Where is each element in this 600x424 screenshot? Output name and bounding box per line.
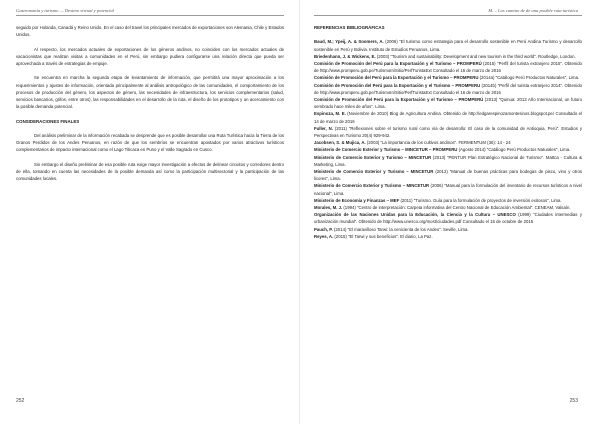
reference-text: (2006) "El turismo como estrategia para el desarrollo sostenible en Perú Andina Turismo y desarrollo sostenible en Perú y Bolivia. Instituto de Estudios Peruanos, Lima. [314,39,582,52]
reference-entry [314,96,582,110]
reference-entry [314,74,582,81]
reference-entry [314,125,582,139]
reference-entry [314,226,582,233]
reference-entry [314,211,582,225]
reference-entry [314,146,582,153]
left-header-rule [16,15,284,16]
reference-author: Pauch, P. [314,226,333,232]
right-page-number: 253 [569,398,578,404]
reference-author: Briedenhann, J. & Wickens, E. [314,53,376,59]
reference-entry [314,154,582,168]
paragraph: Sin embargo el diseño preliminar de esa posible ruta exige mayor investigación a efectos de delinear circuitos y corredores dentro de ella, tomando en cuenta las necesidades de la posible demanda así como la participación multisectorial y la participación de las comunidades locales. [16,161,284,182]
left-running-header: Gastronomía y turismo — Destino virtual y potencial [16,8,114,13]
reference-text: (1999) "Ciudades intermedias y urbanización mundial". Obtenido de http://www.unesco.org/most/ciudades.pdf Consultado el 15 de octubre de 2015 [314,212,582,225]
reference-author: Organización de las Naciones Unidas para la Educación, la Ciencia y la Cultura – UNESCO [314,212,516,218]
reference-text: (2014a) "Catálogo Perú Productos Naturales", Lima. [478,75,580,81]
reference-entry [314,38,582,52]
reference-author: Ministerio de Economía y Finanzas – MEF [314,197,400,203]
right-page [300,0,600,424]
reference-author: Ministerio de Comercio Exterior y Turismo – MINCETUR [314,154,432,160]
reference-text: (2013) "Quinua: 2013 Año Internacional, un futuro sembrado hace miles de años". Lima. [314,97,582,110]
reference-text: (2011) "Reflexiones sobre el turismo rural como vía de desarrollo: El caso de la comunidad de Antioquia, Perú". Estudios y Perspectivas en Turismo 20(4) 929-942. [314,125,582,139]
reference-author: Comisión de Promoción del Perú para la Exportación y el Turismo – PROMPERÚ [314,61,482,66]
reference-text: (2003) "Tourism and sustainability: Development and new tourism in the third world". Routledge, London. [375,53,576,59]
right-running-header: M. – Los camino de de una posible ruta turística [488,8,578,13]
reference-text: (2015) "El Tarwi y sus beneficios". El diario, La Paz. [333,233,433,239]
reference-author: Baud, M.; Ypeij, A. & Soomers, A. [314,39,384,45]
reference-text: (Noviembre de 2010) Blog de Agricultura Andina. Obtenido de http://edgarespinozamontesinos.blogspot.pe/ Consultado el 14 de marzo de 2016 [314,111,583,124]
reference-list [314,38,582,240]
right-header-rule [314,15,582,16]
reference-entry [314,197,582,204]
reference-entry [314,168,582,182]
reference-text: (2013) "PENTUR Plan Estratégico Nacional de Turismo". Mattca - Cultura & Marketing, Lima. [314,154,582,167]
reference-entry [314,139,582,146]
reference-author: Jacobsen, S. & Mujica, A. [314,140,366,146]
reference-author: Comisión de Promoción del Perú para la Exportación y el Turismo – PROMPERU [314,75,479,81]
reference-entry [314,204,582,211]
right-body [314,24,582,240]
reference-entry [314,53,582,60]
reference-entry [314,60,582,74]
reference-author: Ministerio de Comercio Exterior y Turismo – MINCETUR – PROMPERU [314,147,458,153]
left-body [16,24,284,190]
references-heading: REFERENCIAS BIBLIOGRÁFICAS [314,25,385,30]
reference-author: Comisión de Promoción del Perú para la Exportación y el Turismo – PROMPERÚ [314,97,484,103]
reference-entry [314,233,582,240]
reference-author: Ministerio de Comercio Exterior y Turismo – MINCETUR [314,169,434,175]
reference-entry [314,182,582,196]
reference-author: Ministerio de Comercio Exterior y Turismo – MINCETUR [314,183,430,189]
reference-text: (2012) "Manual de buenas prácticas para bodegas de pisco, vino y otros licores", Lima. [314,169,582,182]
reference-text: (2003) "La importancia de los cultivos andinos". FERMENTUM (36): 14 - 24 [365,140,511,146]
reference-author: Comisión de Promoción del Perú para la Exportación y el Turismo – PROMPERU [314,82,481,88]
reference-text: (Agosto 2014) "Catálogo Perú Productos Naturales", Lima. [457,147,571,153]
reference-text: (2006) "Manual para la formulación del inventario de recursos turísticos a nivel nacional", Lima. [314,183,583,196]
reference-text: (2011) "Turismo. Guía para la formulación de proyectos de inversión exitosos", Lima. [399,197,562,203]
section-heading: CONSIDERACIONES FINALES [16,118,80,124]
reference-author: Fuller, N. [314,125,333,131]
left-page-number: 252 [16,398,25,404]
paragraph: seguido por Holanda, Canadá y Reino Unido. En el caso del travel los principales mercados de exportaciones son Alemania, Chile y Estados Unidos. [16,25,284,38]
reference-text: (2014b) "Perfil del turista extranjero 2014". Obtenido de http://www.promperu.gob.pe/TurismoIn/Sitio/PerfTuristaExt Consultado el 16 de marzo de 2016 [314,82,582,95]
paragraph: Del análisis preliminar de la información recabada se desprende que es posible desarrollar una Ruta Turística hacia la Tierra de los Granos Perdidos de los Andes Peruanos, en razón de que los sembríos se encuentran apostados por varios atractivos turísticos complementarios de impacto internacional como el Lago Titicaca en Puno y el Valle Sagrado en Cusco. [16,132,284,153]
reference-text: (2014) "El maravilloso Tarwi: la cenicienta de los Andes". Seville, Lima. [332,226,469,232]
reference-entry [314,110,582,124]
paragraph: Se encuentra en marcha la segunda etapa de levantamiento de información, que permitirá una mayor aproximación a los requerimientos y ajustes de información, orientada principalmente al análisis antropológico de las comunidades, el comportamiento de los procesos de producción del género, los aspectos de género, las necesidades de infraestructura, los servicios complementarios (salud, servicios bancarios, grifos, entre otros), las responsabilidades en el desarrollo de la ruta, el diseño de los prototipos y un acercamiento con la posible demanda potencial. [16,75,284,110]
reference-text: (2015) "Perfil del turista extranjero 2015". Obtenido de http://www.promperu.gob.pe/TurismoIn/Sitio/PerfTuristaExt Consultado el 16 de marzo de 2016 [314,61,582,74]
reference-entry [314,82,582,96]
paragraph: Al respecto, los mercados actuales de exportaciones de los géneros andinos, no coinciden con los mercados actuales de vacacionistas que realizan visitas a comunidades en el Perú, sin embargo pudiera configurarse una relación directa que pueda ser aprovechada a través de estrategias de empuje. [16,46,284,66]
reference-author: Morales, M. J. [314,205,343,211]
reference-text: (1994) "Centro de interpretación: Carpeta informativa del Centro Nacional de Educación Ambiental". CENEAM, Valsaín. [342,205,571,211]
reference-author: Espinoza, M. E. [314,111,346,117]
reference-author: Reyes, A. [314,233,334,239]
